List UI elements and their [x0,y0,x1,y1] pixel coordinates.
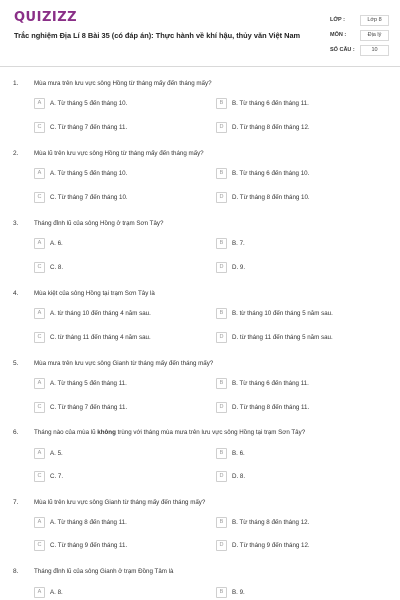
worksheet-header [0,0,400,67]
option-text: B. Từ tháng 8 đến tháng 12. [232,519,310,526]
option-text: D. Từ tháng 8 đến tháng 12. [232,124,310,131]
class-label: LỚP : [330,17,345,23]
option-letter-box: B [216,517,227,528]
option-letter-box: C [34,332,45,343]
question-number: 3. [13,220,19,227]
option-text: A. 8. [50,589,63,596]
meta-panel [330,15,390,60]
option-letter-box: B [216,378,227,389]
option-text: D. Từ tháng 8 đến tháng 11. [232,404,310,411]
option-letter-box: C [34,540,45,551]
question-text: Mùa lũ trên lưu vực sông Gianh từ tháng mấy đến tháng mấy? [34,499,206,506]
option-letter-box: C [34,262,45,273]
option-text: D. Từ tháng 8 đến tháng 10. [232,194,310,201]
option-letter-box: D [216,540,227,551]
option-text: C. Từ tháng 7 đến tháng 11. [50,124,128,131]
option-text: C. Từ tháng 7 đến tháng 11. [50,404,128,411]
subject-label: MÔN : [330,32,347,38]
option-text: A. 5. [50,450,63,457]
option-text: B. 7. [232,240,245,247]
option-text: A. Từ tháng 5 đến tháng 10. [50,100,128,107]
option-text: B. Từ tháng 6 đến tháng 11. [232,100,309,107]
question-text: Mùa mưa trên lưu vực sông Hồng từ tháng mấy đến tháng mấy? [34,80,212,87]
question-text-part: trùng với tháng mùa mưa trên lưu vực sông Hồng tại trạm Sơn Tây? [115,429,306,436]
question-text [34,429,384,436]
option-letter-box: C [34,471,45,482]
option-letter-box: A [34,517,45,528]
option-text: C. 7. [50,473,64,480]
option-text: C. 8. [50,264,64,271]
option-text: A. Từ tháng 5 đến tháng 10. [50,170,128,177]
meta-class-row [330,15,390,28]
option-text: B. 6. [232,450,245,457]
question-number: 8. [13,568,19,575]
brand-logo: QUIZIZZ [14,10,78,25]
option-text: D. Từ tháng 9 đến tháng 12. [232,542,310,549]
meta-subject-row [330,30,390,43]
page-title: Trắc nghiệm Địa Lí 8 Bài 35 (có đáp án): Thực hành về khí hậu, thủy văn Việt Nam [14,31,301,40]
question-text: Mùa mưa trên lưu vực sông Gianh từ tháng mấy đến tháng mấy? [34,360,214,367]
question-text: Mùa lũ trên lưu vực sông Hồng từ tháng mấy đến tháng mấy? [34,150,204,157]
option-text: D. từ tháng 11 đến tháng 5 năm sau. [232,334,333,341]
class-value: Lớp 8 [360,15,389,26]
option-letter-box: D [216,192,227,203]
question-text-emphasis: không [97,429,116,436]
option-letter-box: A [34,238,45,249]
option-text: B. 9. [232,589,245,596]
question-text: Tháng đỉnh lũ của sông Hồng ở trạm Sơn Tây? [34,220,164,227]
option-text: B. từ tháng 10 đến tháng 5 năm sau. [232,310,333,317]
question-number: 2. [13,150,19,157]
option-text: B. Từ tháng 6 đến tháng 10. [232,170,310,177]
option-letter-box: D [216,122,227,133]
option-letter-box: D [216,332,227,343]
option-text: D. 8. [232,473,246,480]
option-letter-box: B [216,98,227,109]
question-count-label: SỐ CÂU : [330,47,355,53]
option-text: C. Từ tháng 7 đến tháng 10. [50,194,128,201]
option-letter-box: A [34,168,45,179]
question-text: Tháng đỉnh lũ của sông Gianh ở trạm Đồng Tâm là [34,568,174,575]
question-count-value: 10 [360,45,389,56]
option-letter-box: A [34,448,45,459]
question-number: 6. [13,429,19,436]
question-number: 5. [13,360,19,367]
option-letter-box: A [34,378,45,389]
option-letter-box: B [216,587,227,598]
question-text: Mùa kiệt của sông Hồng tại trạm Sơn Tây là [34,290,155,297]
option-letter-box: D [216,471,227,482]
option-letter-box: D [216,402,227,413]
option-letter-box: A [34,308,45,319]
question-number: 7. [13,499,19,506]
question-number: 4. [13,290,19,297]
option-letter-box: C [34,122,45,133]
option-letter-box: D [216,262,227,273]
meta-count-row [330,45,390,58]
option-letter-box: B [216,168,227,179]
option-letter-box: A [34,98,45,109]
option-text: C. Từ tháng 9 đến tháng 11. [50,542,128,549]
option-letter-box: B [216,238,227,249]
option-text: C. từ tháng 11 đến tháng 4 năm sau. [50,334,151,341]
option-letter-box: C [34,402,45,413]
option-letter-box: A [34,587,45,598]
option-letter-box: C [34,192,45,203]
option-text: A. 6. [50,240,63,247]
option-text: D. 9. [232,264,246,271]
question-text-part: Tháng nào của mùa lũ [34,429,98,436]
option-letter-box: B [216,448,227,459]
subject-value: Địa lý [360,30,389,41]
option-text: B. Từ tháng 6 đến tháng 11. [232,380,309,387]
option-text: A. từ tháng 10 đến tháng 4 năm sau. [50,310,151,317]
option-text: A. Từ tháng 8 đến tháng 11. [50,519,127,526]
option-text: A. Từ tháng 5 đến tháng 11. [50,380,127,387]
question-number: 1. [13,80,19,87]
option-letter-box: B [216,308,227,319]
